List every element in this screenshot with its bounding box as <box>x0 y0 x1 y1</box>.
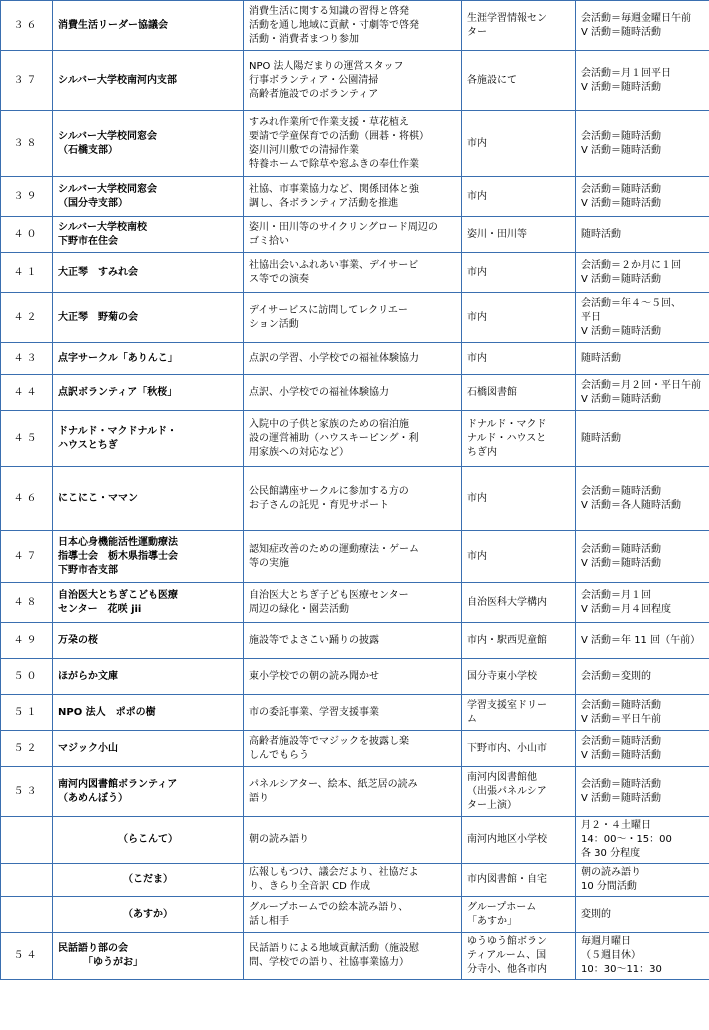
table-row <box>1 933 709 980</box>
group-name-line: にこにこ・ママン <box>58 492 138 504</box>
activity-content-line: ゴミ拾い <box>249 235 289 247</box>
activity-place <box>462 817 576 864</box>
group-name-line: シルバー大学校南校 <box>58 221 148 233</box>
activity-schedule <box>576 659 709 695</box>
table-row <box>1 467 709 531</box>
activity-place-line: ティアルーム、国 <box>467 950 547 961</box>
activity-schedule-line: 14：00～・15：00 <box>581 834 672 845</box>
group-name <box>53 111 244 177</box>
activity-content <box>244 177 462 217</box>
activity-place-line: 市内 <box>467 352 487 364</box>
activity-place-line: 市内 <box>467 492 487 504</box>
activity-schedule-line: V 活動＝随時活動 <box>581 144 662 156</box>
activity-schedule-line: 会活動＝２か月に１回 <box>581 259 681 271</box>
activity-content-line: 行事ボランティア・公園清掃 <box>249 74 379 86</box>
activity-content-line: 民話語りによる地域貢献活動（施設慰 <box>249 943 419 954</box>
row-number: ４９ <box>1 623 53 659</box>
activity-schedule-line: 会活動＝随時活動 <box>581 485 661 497</box>
table-row <box>1 531 709 583</box>
table-row <box>1 343 709 375</box>
activity-schedule-line: V 活動＝随時活動 <box>581 749 662 761</box>
activity-place <box>462 51 576 111</box>
activity-content-line: 活動・消費者まつり参加 <box>249 33 359 45</box>
activity-schedule <box>576 623 709 659</box>
activity-schedule <box>576 217 709 253</box>
table-row <box>1 217 709 253</box>
row-number: ４１ <box>1 253 53 293</box>
activity-schedule-line: 会活動＝随時活動 <box>581 183 661 195</box>
row-number: ３８ <box>1 111 53 177</box>
activity-content-line: 入院中の子供と家族のための宿泊施 <box>249 418 409 430</box>
activity-place <box>462 111 576 177</box>
activity-place-line: 市内図書館・自宅 <box>467 874 547 885</box>
group-name-line: （こだま） <box>123 874 173 885</box>
table-row <box>1 51 709 111</box>
activity-content <box>244 864 462 897</box>
activity-place <box>462 767 576 817</box>
activity-content <box>244 253 462 293</box>
activity-content-line: 姿川・田川等のサイクリングロード周辺の <box>249 221 438 233</box>
activity-place <box>462 411 576 467</box>
group-name-line: 民話語り部の会 <box>58 943 128 954</box>
activity-content-line: 施設等でよさこい踊りの披露 <box>249 634 379 646</box>
activity-content-line: 等の実施 <box>249 557 289 569</box>
row-number: ４５ <box>1 411 53 467</box>
activity-content-line: 要請で学童保育での活動（囲碁・将棋） <box>249 130 429 142</box>
activity-place-line: 「あすか」 <box>467 915 517 927</box>
activity-place <box>462 897 576 933</box>
table-row <box>1 817 709 864</box>
activity-place-line: ゆうゆう館ボラン <box>467 936 547 947</box>
activity-content <box>244 217 462 253</box>
activity-schedule <box>576 343 709 375</box>
activity-schedule-line: 随時活動 <box>581 352 621 364</box>
activity-schedule <box>576 864 709 897</box>
activity-content-line: お子さんの託児・育児サポート <box>249 499 389 511</box>
row-number: ５４ <box>1 933 53 980</box>
activity-schedule-line: 毎週月曜日 <box>581 936 631 947</box>
activity-schedule-line: 10：30～11：30 <box>581 964 662 975</box>
table-row <box>1 864 709 897</box>
table-row <box>1 375 709 411</box>
activity-schedule-line: V 活動＝各人随時活動 <box>581 499 682 511</box>
activity-content-line: 活動を通し地域に貢献・寸劇等で啓発 <box>249 19 419 31</box>
activity-place-line: 国分寺東小学校 <box>467 670 537 682</box>
activity-content-line: 認知症改善のための運動療法・ゲーム <box>249 543 419 555</box>
activity-schedule <box>576 695 709 731</box>
activity-schedule-line: 会活動＝年４～５回、 <box>581 297 681 309</box>
row-number: ５２ <box>1 731 53 767</box>
group-name <box>53 293 244 343</box>
activity-content-line: ス等での演奏 <box>249 273 309 285</box>
group-name-line: （あめんぼう） <box>58 792 128 804</box>
activity-schedule-line: V 活動＝随時活動 <box>581 81 662 93</box>
activity-schedule-line: 随時活動 <box>581 228 621 240</box>
table-row <box>1 695 709 731</box>
group-name <box>53 51 244 111</box>
group-name-line: 「ゆうがお」 <box>58 957 143 968</box>
activity-content-line: 消費生活に関する知識の習得と啓発 <box>249 5 409 17</box>
activity-schedule-line: 平日 <box>581 311 601 323</box>
activity-content-line: 広報しもつけ、議会だより、社協だよ <box>249 867 419 878</box>
activity-content-line: 社協出会いふれあい事業、デイサービ <box>249 259 419 271</box>
activity-schedule-line: 会活動＝随時活動 <box>581 699 661 711</box>
activity-schedule-line: 会活動＝変則的 <box>581 670 651 682</box>
activity-place-line: 市内 <box>467 137 487 149</box>
table-row <box>1 411 709 467</box>
group-name-line: （国分寺支部） <box>58 197 128 209</box>
activity-content-line: 東小学校での朝の読み聞かせ <box>249 670 379 682</box>
group-name <box>53 467 244 531</box>
activity-place-line: グループホーム <box>467 901 537 913</box>
activity-schedule-line: 会活動＝随時活動 <box>581 735 661 747</box>
group-name-line: シルバー大学校南河内支部 <box>58 74 178 86</box>
group-name-line: シルバー大学校同窓会 <box>58 183 158 195</box>
activity-content <box>244 375 462 411</box>
group-name-line: 下野市杏支部 <box>58 564 118 576</box>
activity-place <box>462 177 576 217</box>
activity-place <box>462 583 576 623</box>
row-number: ４４ <box>1 375 53 411</box>
activity-place <box>462 467 576 531</box>
activity-content <box>244 467 462 531</box>
row-number: ４７ <box>1 531 53 583</box>
group-name-line: ほがらか文庫 <box>58 670 118 682</box>
activity-content-line: 高齢者施設等でマジックを披露し楽 <box>249 735 409 747</box>
activity-schedule-line: 変則的 <box>581 908 611 920</box>
activity-schedule <box>576 411 709 467</box>
group-name <box>53 583 244 623</box>
activity-content-line: り、きらり全音訳 CD 作成 <box>249 881 371 892</box>
group-name <box>53 411 244 467</box>
group-name-line: 指導士会 栃木県指導士会 <box>58 550 178 562</box>
group-name <box>53 695 244 731</box>
activity-content <box>244 531 462 583</box>
activity-place-line: 市内 <box>467 266 487 278</box>
row-number: ４３ <box>1 343 53 375</box>
row-number <box>1 817 53 864</box>
row-number: ３７ <box>1 51 53 111</box>
activity-schedule-line: V 活動＝月４回程度 <box>581 603 672 615</box>
row-number: ３６ <box>1 1 53 51</box>
activity-schedule <box>576 375 709 411</box>
activity-schedule-line: V 活動＝随時活動 <box>581 325 662 337</box>
activity-content <box>244 343 462 375</box>
activity-place <box>462 1 576 51</box>
activity-content <box>244 623 462 659</box>
table-row <box>1 731 709 767</box>
activity-schedule <box>576 293 709 343</box>
table-row <box>1 767 709 817</box>
activity-schedule-line: 会活動＝随時活動 <box>581 778 661 790</box>
group-name-line: NPO 法人 ポポの樹 <box>58 706 156 718</box>
activity-place-line: 南河内図書館他 <box>467 771 537 783</box>
activity-schedule <box>576 111 709 177</box>
activity-schedule-line: 会活動＝月１回平日 <box>581 67 671 79</box>
activity-content <box>244 731 462 767</box>
group-name <box>53 897 244 933</box>
activity-place <box>462 864 576 897</box>
activity-content-line: グループホームでの絵本読み語り、 <box>249 901 409 913</box>
table-row <box>1 293 709 343</box>
group-name-line: 点訳ボランティア「秋桜」 <box>58 386 178 398</box>
table-row <box>1 623 709 659</box>
row-number: ４６ <box>1 467 53 531</box>
activity-place-line: 市内 <box>467 190 487 202</box>
activity-schedule-line: V 活動＝随時活動 <box>581 273 662 285</box>
activity-content-line: 点訳、小学校での福祉体験協力 <box>249 386 389 398</box>
activity-schedule-line: 会活動＝毎週金曜日午前 <box>581 12 691 24</box>
activity-content <box>244 933 462 980</box>
group-name <box>53 933 244 980</box>
activity-schedule-line: V 活動＝平日午前 <box>581 713 662 725</box>
group-name-line: （あすか） <box>123 908 173 920</box>
activity-place-line: ドナルド・マクド <box>467 418 547 430</box>
activity-place-line: 市内・駅西児童館 <box>467 634 547 646</box>
activity-place-line: 南河内地区小学校 <box>467 834 547 845</box>
activity-content-line: 周辺の緑化・園芸活動 <box>249 603 349 615</box>
activity-content-line: 設の運営補助（ハウスキーピング・利 <box>249 432 419 444</box>
activity-place-line: 下野市内、小山市 <box>467 742 547 754</box>
table-row <box>1 177 709 217</box>
group-name <box>53 177 244 217</box>
activity-schedule <box>576 1 709 51</box>
group-name-line: （らこんて） <box>118 834 178 845</box>
activity-place <box>462 933 576 980</box>
table-row <box>1 111 709 177</box>
group-name <box>53 659 244 695</box>
activity-schedule-line: 朝の読み語り <box>581 867 641 878</box>
activity-content-line: デイサービスに訪問してレクリエー <box>249 304 408 316</box>
activity-place-line: 各施設にて <box>467 74 517 86</box>
activity-schedule-line: V 活動＝随時活動 <box>581 393 662 405</box>
activity-schedule-line: 会活動＝随時活動 <box>581 543 661 555</box>
activity-schedule-line: 各 30 分程度 <box>581 848 641 859</box>
activity-schedule <box>576 467 709 531</box>
group-name-line: （石橋支部） <box>58 144 118 156</box>
activity-content-line: 公民館講座サークルに参加する方の <box>249 485 409 497</box>
activity-content-line: 用家族への対応など） <box>249 446 349 458</box>
row-number <box>1 864 53 897</box>
activity-place-line: ナルド・ハウスと <box>467 432 547 444</box>
activity-place-line: ム <box>467 713 477 725</box>
activity-place-line: 生涯学習情報セン <box>467 12 547 24</box>
group-name <box>53 767 244 817</box>
activity-place <box>462 531 576 583</box>
activity-schedule-line: V 活動＝随時活動 <box>581 197 662 209</box>
activity-schedule-line: V 活動＝随時活動 <box>581 792 662 804</box>
activity-place <box>462 217 576 253</box>
group-name-line: 消費生活リーダー協議会 <box>58 19 168 31</box>
activity-place <box>462 253 576 293</box>
activity-content-line: 自治医大とちぎ子ども医療センター <box>249 589 409 601</box>
activity-content <box>244 411 462 467</box>
group-name-line: 下野市在住会 <box>58 235 118 247</box>
group-name-line: シルバー大学校同窓会 <box>58 130 158 142</box>
activity-schedule-line: 随時活動 <box>581 432 621 444</box>
activity-schedule <box>576 817 709 864</box>
activity-content <box>244 817 462 864</box>
group-name <box>53 531 244 583</box>
activity-place <box>462 659 576 695</box>
activity-place-line: 市内 <box>467 550 487 562</box>
activity-schedule-line: 10 分間活動 <box>581 881 637 892</box>
row-number: ３９ <box>1 177 53 217</box>
group-name-line: 大正琴 野菊の会 <box>58 311 138 323</box>
table-row <box>1 583 709 623</box>
activity-schedule-line: V 活動＝随時活動 <box>581 557 662 569</box>
activity-content-line: 姿川河川敷での清掃作業 <box>249 144 359 156</box>
activity-content <box>244 583 462 623</box>
activity-place-line: 学習支援室ドリー <box>467 699 547 711</box>
activity-content-line: 朝の読み語り <box>249 834 309 845</box>
table-body <box>1 1 709 980</box>
group-name <box>53 375 244 411</box>
table-row <box>1 897 709 933</box>
activity-content <box>244 897 462 933</box>
activity-schedule <box>576 767 709 817</box>
activity-schedule-line: 月２・４土曜日 <box>581 820 651 831</box>
activity-place-line: ター <box>467 26 487 38</box>
activity-content <box>244 1 462 51</box>
activity-content <box>244 111 462 177</box>
activity-content <box>244 293 462 343</box>
activity-place <box>462 731 576 767</box>
row-number: ４８ <box>1 583 53 623</box>
row-number: ４０ <box>1 217 53 253</box>
table-row <box>1 1 709 51</box>
activity-content-line: ション活動 <box>249 318 299 330</box>
activity-content-line: しんでもらう <box>249 749 309 761</box>
activity-schedule <box>576 531 709 583</box>
activity-content-line: NPO 法人陽だまりの運営スタッフ <box>249 60 404 72</box>
activity-content-line: 社協、市事業協力など、関係団体と強 <box>249 183 419 195</box>
activity-schedule <box>576 583 709 623</box>
group-name-line: 大正琴 すみれ会 <box>58 266 138 278</box>
activity-schedule <box>576 933 709 980</box>
activity-schedule-line: 会活動＝月１回 <box>581 589 651 601</box>
activity-place-line: 市内 <box>467 311 487 323</box>
activity-content-line: すみれ作業所で作業支援・草花植え <box>249 116 409 128</box>
group-name-line: ハウスとちぎ <box>58 439 118 451</box>
group-name <box>53 864 244 897</box>
activity-schedule <box>576 177 709 217</box>
group-name-line: 日本心身機能活性運動療法 <box>58 536 178 548</box>
group-name <box>53 731 244 767</box>
group-name-line: 万朶の桜 <box>58 634 98 646</box>
activity-place-line: ちぎ内 <box>467 446 497 458</box>
activity-schedule-line: V 活動＝随時活動 <box>581 26 662 38</box>
activity-content-line: 点訳の学習、小学校での福祉体験協力 <box>249 352 419 364</box>
group-name <box>53 343 244 375</box>
group-name <box>53 1 244 51</box>
row-number <box>1 897 53 933</box>
activity-content-line: 特養ホームで除草や窓ふきの奉仕作業 <box>249 158 419 170</box>
activity-place-line: 自治医科大学構内 <box>467 596 547 608</box>
group-name-line: センター 花咲 jii <box>58 603 142 615</box>
row-number: ５１ <box>1 695 53 731</box>
table-row <box>1 253 709 293</box>
group-name <box>53 217 244 253</box>
activity-place <box>462 623 576 659</box>
row-number: ４２ <box>1 293 53 343</box>
group-name <box>53 253 244 293</box>
row-number: ５０ <box>1 659 53 695</box>
activity-content <box>244 51 462 111</box>
activity-schedule-line: 会活動＝月２回・平日午前 <box>581 379 701 391</box>
activity-content-line: 市の委託事業、学習支援事業 <box>249 706 379 718</box>
activity-place <box>462 293 576 343</box>
group-name-line: マジック小山 <box>58 742 118 754</box>
activity-place-line: （出張パネルシア <box>467 785 547 797</box>
activity-content <box>244 767 462 817</box>
group-name-line: ドナルド・マクドナルド・ <box>58 425 177 437</box>
activity-schedule <box>576 897 709 933</box>
activity-content <box>244 695 462 731</box>
activity-content-line: 問、学校での語り、社協事業協力） <box>249 957 409 968</box>
activity-content-line: 話し相手 <box>249 915 289 927</box>
group-name <box>53 817 244 864</box>
activity-schedule-line: V 活動＝年 11 回（午前） <box>581 634 701 646</box>
activity-schedule-line: 会活動＝随時活動 <box>581 130 661 142</box>
group-name <box>53 623 244 659</box>
activity-schedule <box>576 253 709 293</box>
activity-content-line: 調し、各ボランティア活動を推進 <box>249 197 399 209</box>
activity-schedule <box>576 731 709 767</box>
activity-place-line: ター上演） <box>467 799 517 811</box>
group-name-line: 自治医大とちぎこども医療 <box>58 589 178 601</box>
activity-place <box>462 343 576 375</box>
activity-place-line: 姿川・田川等 <box>467 228 527 240</box>
activity-content <box>244 659 462 695</box>
table-row <box>1 659 709 695</box>
row-number: ５３ <box>1 767 53 817</box>
activity-schedule-line: （５週目休） <box>581 950 641 961</box>
activity-content-line: 高齢者施設でのボランティア <box>249 88 379 100</box>
activity-place <box>462 695 576 731</box>
activity-place-line: 分寺小、他各市内 <box>467 964 547 975</box>
group-name-line: 点字サークル「ありんこ」 <box>58 352 178 364</box>
activity-content-line: 語り <box>249 792 269 804</box>
activity-place <box>462 375 576 411</box>
activity-place-line: 石橋図書館 <box>467 386 517 398</box>
activity-schedule <box>576 51 709 111</box>
group-name-line: 南河内図書館ボランティア <box>58 778 178 790</box>
activity-content-line: パネルシアター、絵本、紙芝居の読み <box>249 778 418 790</box>
